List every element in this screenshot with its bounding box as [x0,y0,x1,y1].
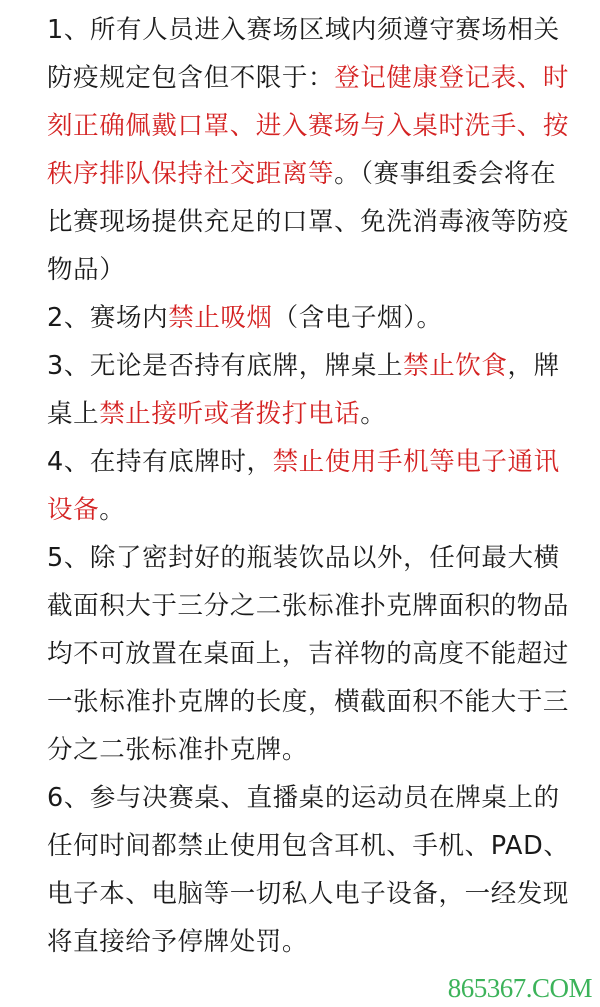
text-line [47,390,567,438]
text-line [47,678,570,726]
body-text: 分之二张标准扑克牌。 [47,735,309,765]
text-line [47,726,567,774]
text-line [47,438,567,486]
text-line [47,822,570,870]
body-text: 物品） [47,255,126,285]
body-text: 将直接给予停牌处罚。 [47,927,309,957]
text-line [47,102,570,150]
text-line [47,774,567,822]
text-line [47,918,567,966]
body-text: 5、除了密封好的瓶装饮品以外，任何最大横 [47,543,560,573]
body-text: 任何时间都禁止使用包含耳机、手机、PAD、 [47,831,570,861]
body-text: 2、赛场内 [47,303,169,333]
body-text: 均不可放置在桌面上，吉祥物的高度不能超过 [47,639,570,669]
body-text: 1、所有人员进入赛场区域内须遵守赛场相关 [47,15,560,45]
body-text: 4、在持有底牌时， [47,447,273,477]
highlighted-text: 设备 [47,495,100,525]
text-line [47,294,567,342]
body-text: 6、参与决赛桌、直播桌的运动员在牌桌上的 [47,783,560,813]
body-text: （含电子烟）。 [272,303,443,333]
body-text: 。 [360,399,387,429]
body-text: 桌上 [47,399,100,429]
highlighted-text: 刻正确佩戴口罩、进入赛场与入桌时洗手、按 [47,111,570,141]
rules-document [47,6,570,966]
text-line [47,630,570,678]
text-line [47,198,570,246]
body-text: 。 [99,495,126,525]
body-text: 3、无论是否持有底牌，牌桌上 [47,351,404,381]
text-line [47,150,567,198]
text-line [47,534,567,582]
highlighted-text: 禁止饮食 [403,351,508,381]
body-text: 截面积大于三分之二张标准扑克牌面积的物品 [47,591,570,621]
text-line [47,870,570,918]
highlighted-text: 禁止使用手机等电子通讯 [272,447,560,477]
body-text: 比赛现场提供充足的口罩、免洗消毒液等防疫 [47,207,570,237]
text-line [47,6,567,54]
highlighted-text: 秩序排队保持社交距离等 [47,159,335,189]
watermark: 865367.COM [447,973,592,1003]
body-text: ，牌 [507,351,560,381]
text-line [47,486,567,534]
text-line [47,582,570,630]
highlighted-text: 登记健康登记表、时 [334,63,570,93]
highlighted-text: 禁止接听或者拨打电话 [99,399,361,429]
highlighted-text: 禁止吸烟 [168,303,273,333]
body-text: 电子本、电脑等一切私人电子设备，一经发现 [47,879,570,909]
body-text: 防疫规定包含但不限于： [47,63,335,93]
text-line [47,246,567,294]
body-text: 一张标准扑克牌的长度，横截面积不能大于三 [47,687,570,717]
body-text: 。（赛事组委会将在 [334,159,557,189]
text-line [47,54,570,102]
text-line [47,342,567,390]
